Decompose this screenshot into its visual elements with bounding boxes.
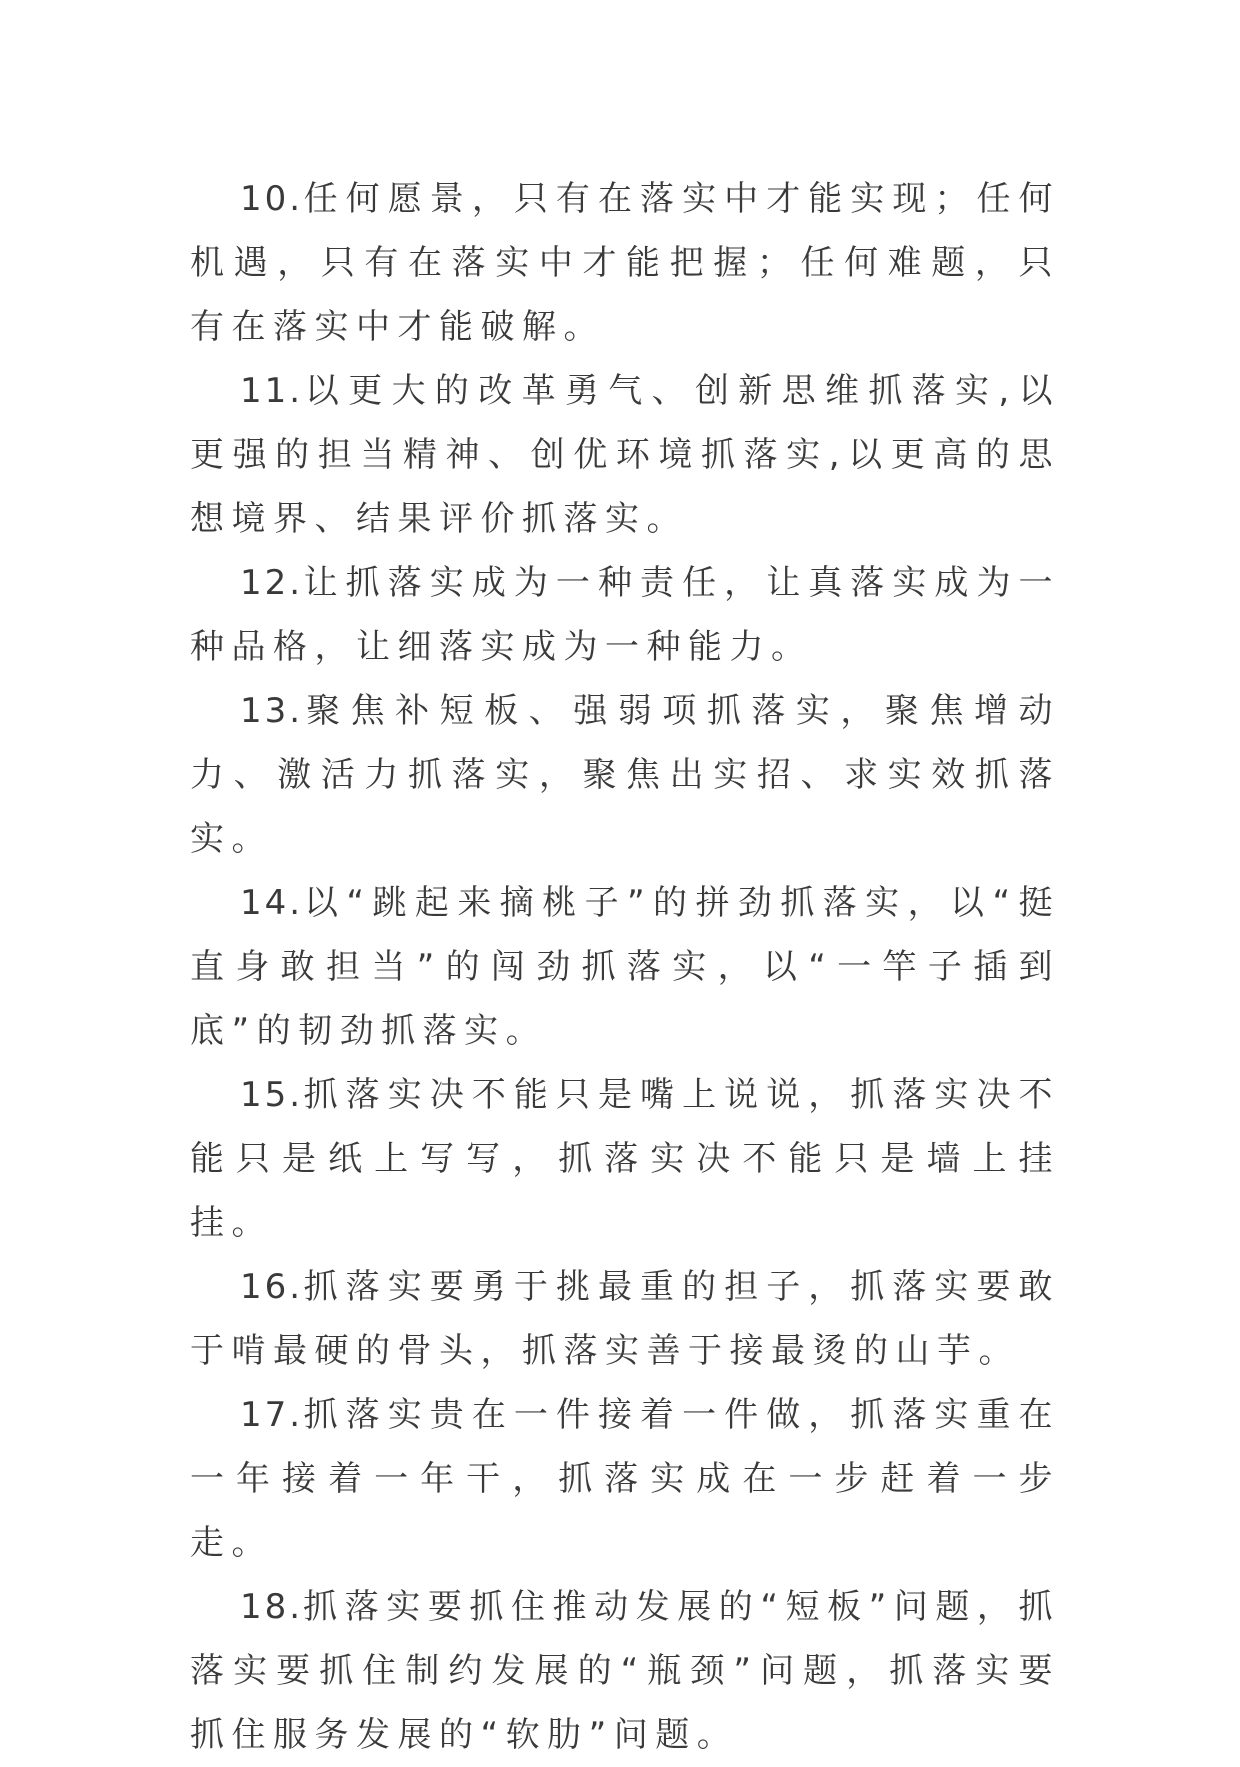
paragraph-14	[190, 871, 1060, 1063]
paragraph-16	[190, 1255, 1060, 1383]
paragraph-text: 以“跳起来摘桃子”的拼劲抓落实，以“挺直身敢担当”的闯劲抓落实，以“一竿子插到底”的韧劲抓落实。	[190, 883, 1060, 1051]
paragraph-text: 以更大的改革勇气、创新思维抓落实,以更强的担当精神、创优环境抓落实,以更高的思想境界、结果评价抓落实。	[190, 371, 1060, 539]
paragraph-18	[190, 1575, 1060, 1767]
paragraph-11	[190, 359, 1060, 551]
paragraph-number: 13.	[240, 691, 304, 731]
paragraph-number: 14.	[240, 883, 304, 923]
paragraph-number: 15.	[240, 1075, 304, 1115]
paragraph-text: 让抓落实成为一种责任，让真落实成为一种品格，让细落实成为一种能力。	[190, 563, 1060, 667]
paragraph-text: 抓落实要勇于挑最重的担子，抓落实要敢于啃最硬的骨头，抓落实善于接最烫的山芋。	[190, 1267, 1060, 1371]
paragraph-15	[190, 1063, 1060, 1255]
document-body	[190, 167, 1060, 1767]
paragraph-text: 抓落实决不能只是嘴上说说，抓落实决不能只是纸上写写，抓落实决不能只是墙上挂挂。	[190, 1075, 1060, 1243]
paragraph-number: 11.	[240, 371, 304, 411]
paragraph-number: 10.	[240, 179, 304, 219]
paragraph-17	[190, 1383, 1060, 1575]
paragraph-text: 抓落实要抓住推动发展的“短板”问题，抓落实要抓住制约发展的“瓶颈”问题，抓落实要抓住服务发展的“软肋”问题。	[190, 1587, 1060, 1755]
paragraph-number: 16.	[240, 1267, 304, 1307]
paragraph-number: 12.	[240, 563, 304, 603]
paragraph-10	[190, 167, 1060, 359]
paragraph-text: 抓落实贵在一件接着一件做，抓落实重在一年接着一年干，抓落实成在一步赶着一步走。	[190, 1395, 1060, 1563]
paragraph-13	[190, 679, 1060, 871]
paragraph-text: 任何愿景，只有在落实中才能实现；任何机遇，只有在落实中才能把握；任何难题，只有在落实中才能破解。	[190, 179, 1060, 347]
paragraph-12	[190, 551, 1060, 679]
paragraph-number: 18.	[240, 1587, 304, 1627]
paragraph-text: 聚焦补短板、强弱项抓落实，聚焦增动力、激活力抓落实，聚焦出实招、求实效抓落实。	[190, 691, 1060, 859]
paragraph-number: 17.	[240, 1395, 304, 1435]
